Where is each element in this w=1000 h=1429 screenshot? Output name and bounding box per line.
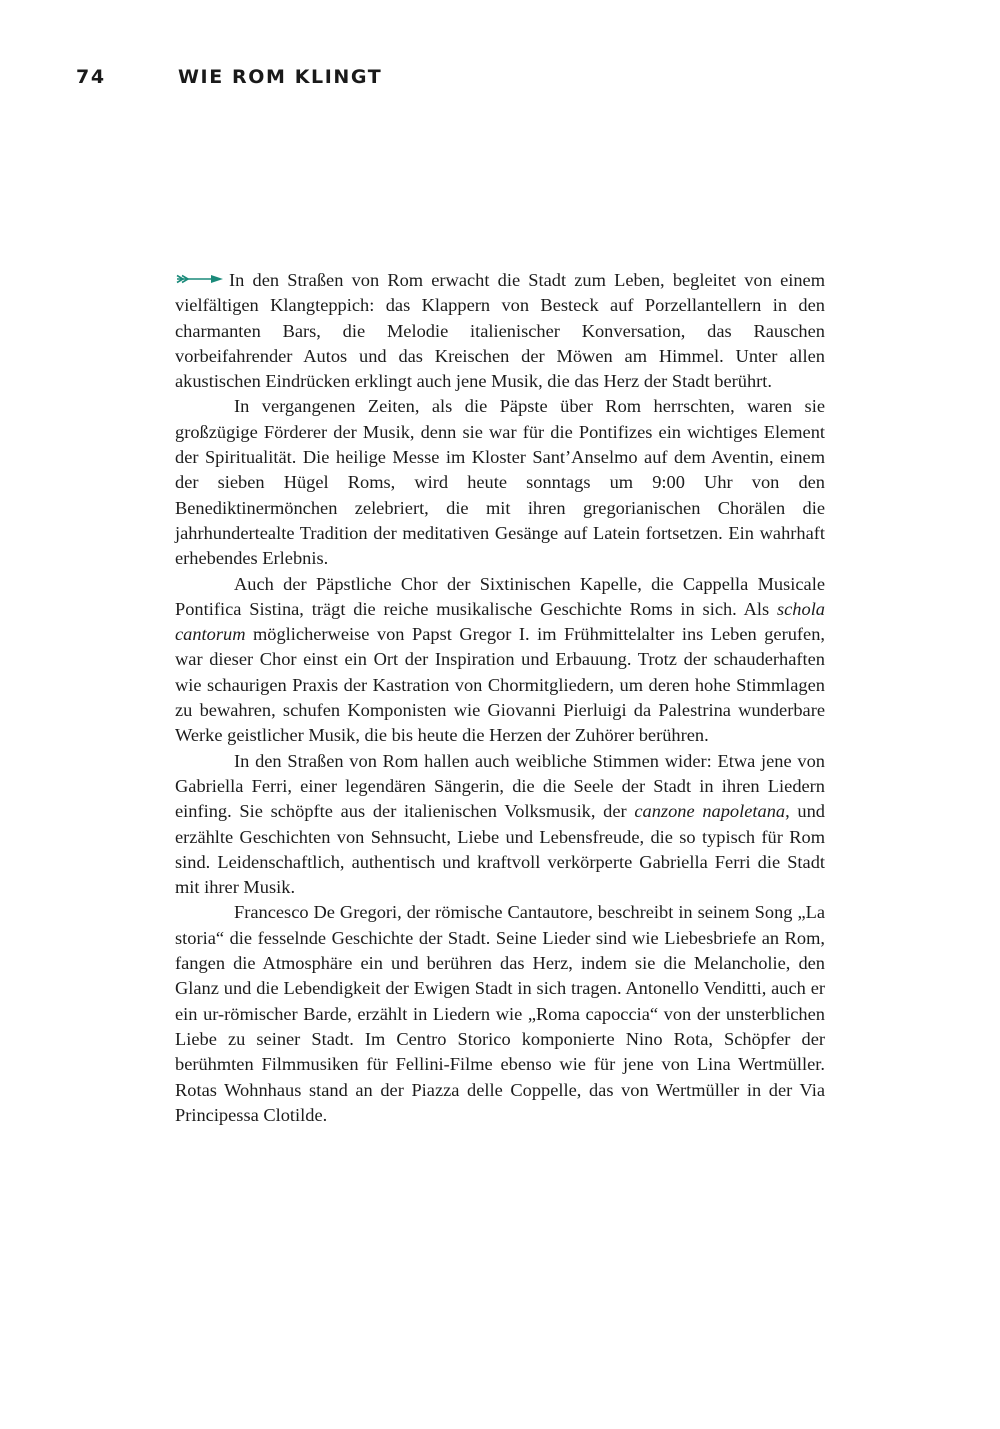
paragraph-4-text-b: , und erzählte Geschichten von Sehnsucht, Liebe und Lebensfreude, die so typisch für Rom sind. Leidenschaftlich, authentisch und kraftvoll verkörperte Gabriella Ferri die Stadt mit ihrer Musik. (175, 801, 825, 898)
body-text (175, 268, 825, 1128)
paragraph-3-text-a: Auch der Päpstliche Chor der Sixtinischen Kapelle, die Cappella Musicale Pontifica Sistina, trägt die reiche musikalische Geschichte Roms in sich. Als (175, 573, 825, 619)
paragraph-4-emphasis: canzone napoletana (634, 801, 786, 822)
paragraph-3-text-b: möglicherweise von Papst Gregor I. im Frühmittelalter ins Leben gerufen, war dieser Chor einst ein Ort der Inspiration und Erbauung. Trotz der schauderhaften wie schaurigen Praxis der Kastration von Chormitgliedern, um deren hohe Stimmlagen zu bewahren, schufen Komponisten wie Giovanni Pierluigi da Palestrina wunderbare Werke geistlicher Musik, die bis heute die Herzen der Zuhörer berühren. (175, 624, 825, 746)
page-number: 74 (76, 66, 106, 88)
arrow-icon (175, 273, 225, 285)
paragraph-4-text-a: In den Straßen von Rom hallen auch weibliche Stimmen wider: Etwa jene von Gabriella Ferri, einer legendären Sängerin, die die Seele der Stadt in ihren Liedern einfing. Sie schöpfte aus der italienischen Volksmusik, der (175, 750, 825, 822)
paragraph-5: Francesco De Gregori, der römische Cantautore, beschreibt in seinem Song „La storia“ die fesselnde Geschichte der Stadt. Seine Lieder sind wie Liebesbriefe an Rom, fangen die Atmosphäre ein und berühren das Herz, indem sie die Melancholie, den Glanz und die Lebendigkeit der Ewigen Stadt in sich tragen. Antonello Venditti, auch er ein ur-römischer Barde, erzählt in Liedern wie „Roma capoccia“ von der unsterblichen Liebe zu seiner Stadt. Im Centro Storico komponierte Nino Rota, Schöpfer der berühmten Filmmusiken für Fellini-Filme ebenso wie für jene von Lina Wertmüller. Rotas Wohnhaus stand an der Piazza delle Coppelle, das von Wertmüller in der Via Principessa Clotilde. (175, 902, 825, 1125)
paragraph-3-emphasis: schola cantorum (175, 598, 825, 645)
paragraph-3 (175, 572, 825, 749)
paragraph-4 (175, 749, 825, 901)
paragraph-2: In vergangenen Zeiten, als die Päpste über Rom herrschten, waren sie großzügige Förderer der Musik, denn sie war für die Pontifizes ein wichtiges Element der Spiritualität. Die heilige Messe im Kloster Sant’Anselmo auf dem Aventin, einem der sieben Hügel Roms, wird heute sonntags um 9:00 Uhr von den Benediktinermönchen zelebriert, die mit ihren gregorianischen Chorälen die jahrhundertealte Tradition der meditativen Gesänge auf Latein fortsetzen. Ein wahrhaft erhebendes Erlebnis. (175, 396, 825, 569)
chapter-title: WIE ROM KLINGT (178, 66, 383, 88)
paragraph-1 (175, 268, 825, 394)
paragraph-1-text: In den Straßen von Rom erwacht die Stadt zum Leben, begleitet von einem vielfältigen Klangteppich: das Klappern von Besteck auf Porzellantellern in den charmanten Bars, die Melodie italienischer Konversation, das Rauschen vorbeifahrender Autos und das Kreischen der Möwen am Himmel. Unter allen akustischen Eindrücken erklingt auch jene Musik, die das Herz der Stadt berührt. (175, 270, 825, 392)
